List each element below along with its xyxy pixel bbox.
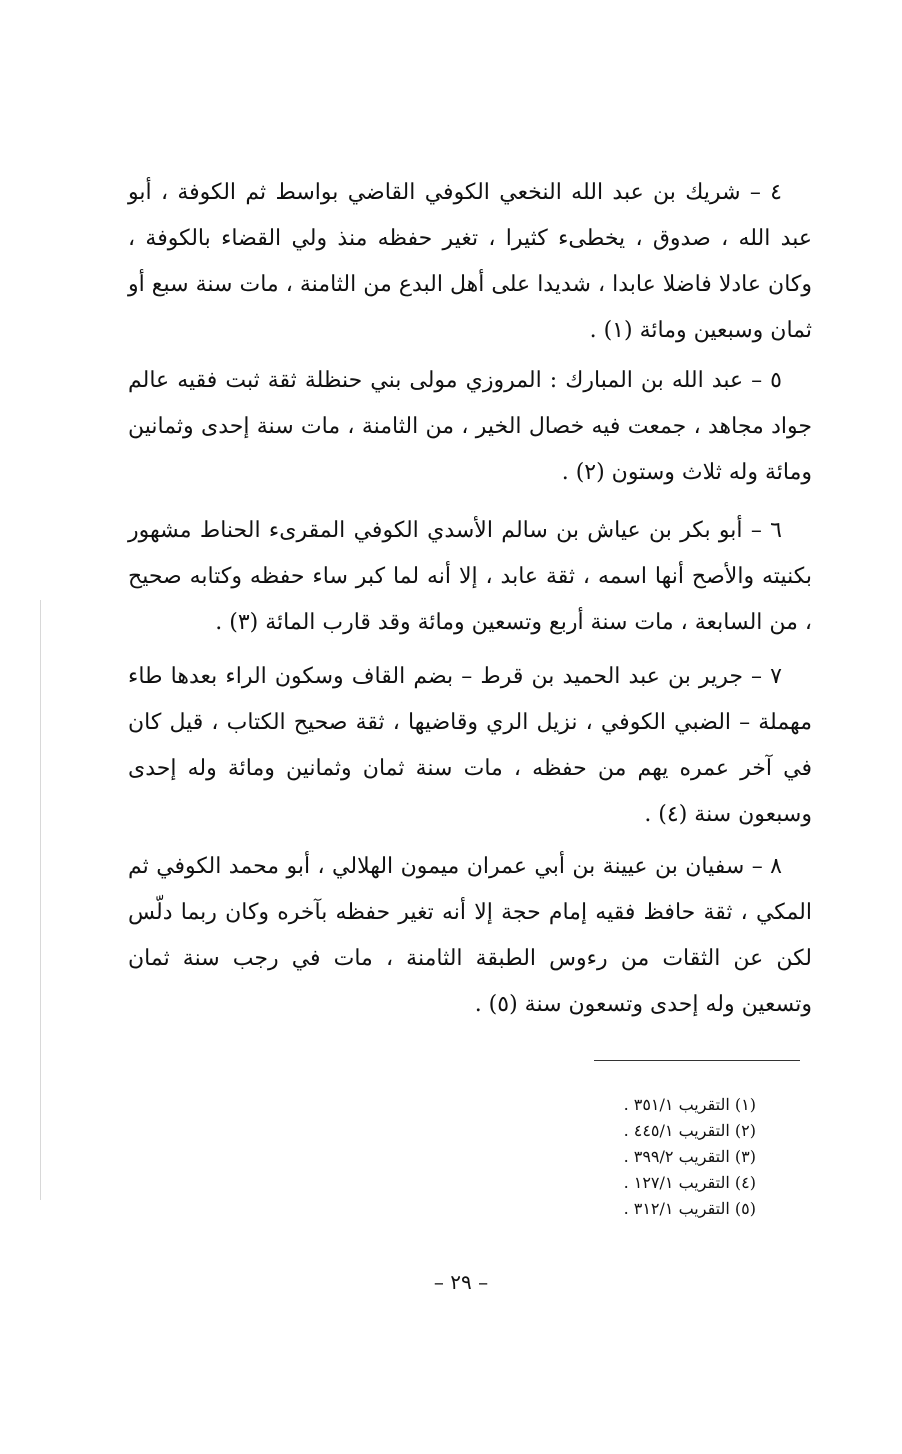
scan-edge-mark — [40, 600, 41, 1200]
footnote-4: (٤) التقريب ١٢٧/١ . — [623, 1173, 756, 1192]
footnote-5: (٥) التقريب ٣١٢/١ . — [623, 1199, 756, 1218]
footnote-3: (٣) التقريب ٣٩٩/٢ . — [623, 1147, 756, 1166]
biography-entries — [128, 170, 812, 1017]
footnote-separator — [594, 1060, 800, 1061]
footnotes-list — [500, 1092, 756, 1222]
page-number: – ٢٩ – — [433, 1270, 489, 1294]
entry-4-sharik: ٤ – شريك بن عبد الله النخعي الكوفي القاضي بواسط ثم الكوفة ، أبو عبد الله ، صدوق ، يخطىء كثيرا ، تغير حفظه منذ ولي القضاء بالكوفة ، وكان عادلا فاضلا عابدا ، شديدا على أهل البدع من الثامنة ، مات سنة سبع أو ثمان وسبعين ومائة (١) . — [128, 180, 812, 343]
entry-5-ibn-al-mubarak: ٥ – عبد الله بن المبارك : المروزي مولى بني حنظلة ثقة ثبت فقيه عالم جواد مجاهد ، جمعت فيه خصال الخير ، من الثامنة ، مات سنة إحدى وثمانين ومائة وله ثلاث وستون (٢) . — [128, 368, 812, 485]
entry-7-jarir: ٧ – جرير بن عبد الحميد بن قرط – بضم القاف وسكون الراء بعدها طاء مهملة – الضبي الكوفي ، نزيل الري وقاضيها ، ثقة صحيح الكتاب ، قيل كان في آخر عمره يهم من حفظه ، مات سنة ثمان وثمانين ومائة وله إحدى وسبعون سنة (٤) . — [128, 664, 812, 827]
footnote-1: (١) التقريب ٣٥١/١ . — [623, 1095, 756, 1114]
entry-8-sufyan-ibn-uyaynah: ٨ – سفيان بن عيينة بن أبي عمران ميمون الهلالي ، أبو محمد الكوفي ثم المكي ، ثقة حافظ فقيه إمام حجة إلا أنه تغير حفظه بآخره وكان ربما دلّس لكن عن الثقات من رءوس الطبقة الثامنة ، مات في رجب سنة ثمان وتسعين وله إحدى وتسعون سنة (٥) . — [128, 854, 812, 1017]
entry-6-abu-bakr-ibn-ayyash: ٦ – أبو بكر بن عياش بن سالم الأسدي الكوفي المقرىء الحناط مشهور بكنيته والأصح أنها اسمه ، ثقة عابد ، إلا أنه لما كبر ساء حفظه وكتابه صحيح ، من السابعة ، مات سنة أربع وتسعين ومائة وقد قارب المائة (٣) . — [128, 518, 812, 635]
footnote-2: (٢) التقريب ٤٤٥/١ . — [623, 1121, 756, 1140]
